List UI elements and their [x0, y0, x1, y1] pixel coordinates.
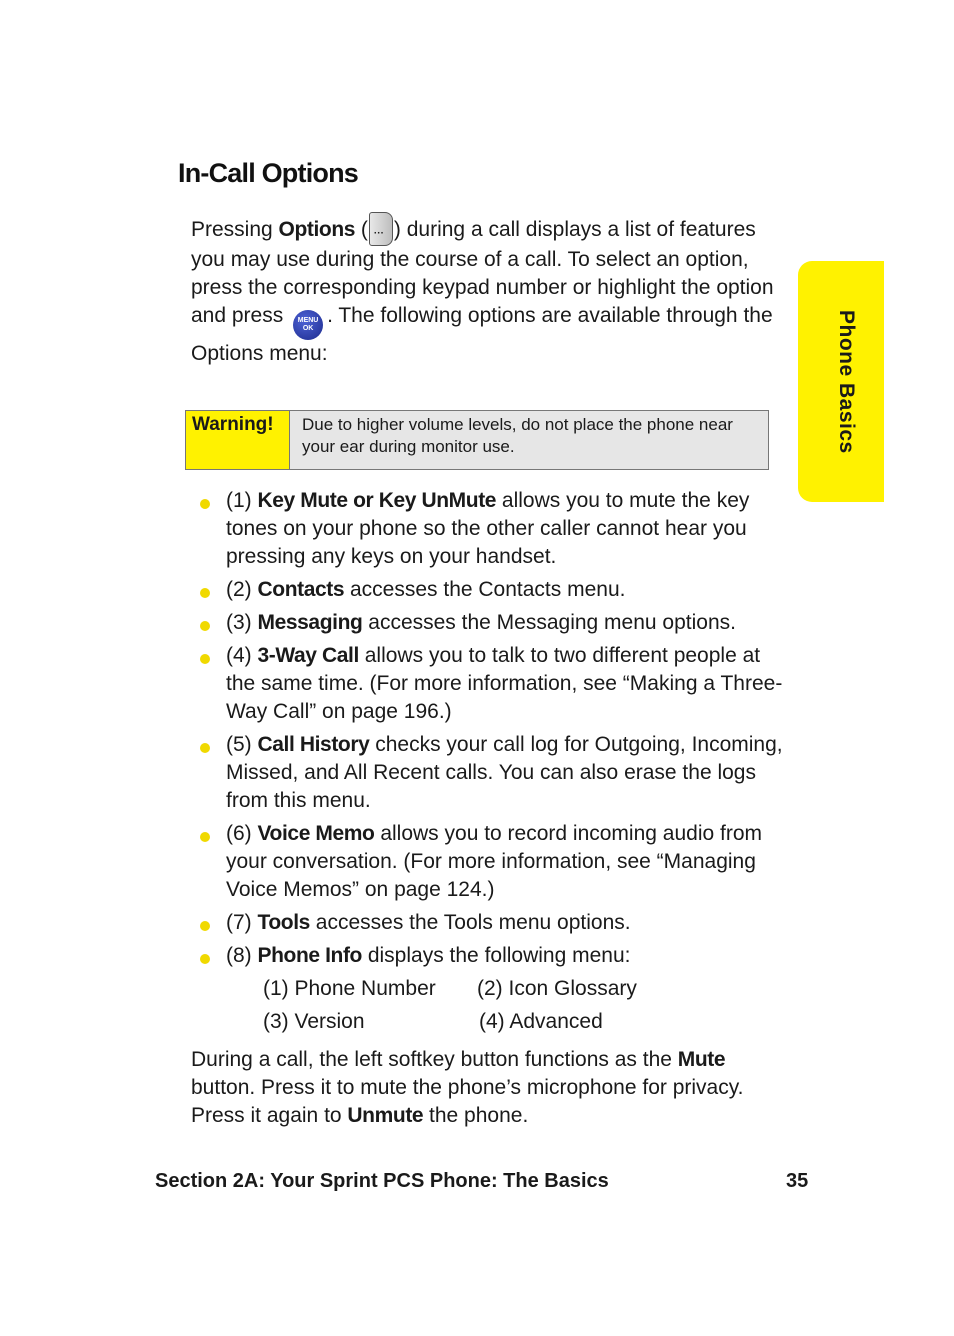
- bullet-icon: [200, 654, 210, 664]
- phone-info-item: (2) Icon Glossary: [477, 977, 637, 1000]
- warning-box: [185, 410, 769, 470]
- bullet-icon: [200, 954, 210, 964]
- bullet-icon: [200, 588, 210, 598]
- list-item: (4) 3-Way Call allows you to talk to two different people at the same time. (For more information, see “Making a Three-Way Call” on page 196.): [200, 642, 790, 726]
- list-item: (1) Key Mute or Key UnMute allows you to mute the key tones on your phone so the other caller cannot hear you pressing any keys on your handset.: [200, 487, 790, 571]
- bullet-icon: [200, 743, 210, 753]
- phone-info-item: (4) Advanced: [479, 1010, 603, 1033]
- menu-ok-key-icon: MENU OK: [293, 310, 323, 340]
- options-list: [200, 487, 790, 975]
- footer-section-title: Section 2A: Your Sprint PCS Phone: The Basics: [155, 1170, 609, 1192]
- bullet-icon: [200, 621, 210, 631]
- list-item: (6) Voice Memo allows you to record incoming audio from your conversation. (For more information, see “Managing Voice Memos” on page 124.): [200, 820, 790, 904]
- list-item: (3) Messaging accesses the Messaging menu options.: [200, 609, 790, 637]
- closing-paragraph: During a call, the left softkey button functions as the Mute button. Press it to mute the phone’s microphone for privacy. Press it again to Unmute the phone.: [191, 1048, 744, 1127]
- bullet-icon: [200, 832, 210, 842]
- list-item: (5) Call History checks your call log for Outgoing, Incoming, Missed, and All Recent calls. You can also erase the logs from this menu.: [200, 731, 790, 815]
- intro-paragraph: Pressing Options ( ··· ) during a call displays a list of features you may use during the course of a call. To select an option, press the corresponding keypad number or highlight the option and press MENU OK. The following options are available through the Options menu:: [191, 212, 781, 368]
- bullet-icon: [200, 499, 210, 509]
- warning-label: Warning!: [186, 411, 290, 469]
- softkey-icon: ···: [369, 212, 393, 246]
- list-item: (8) Phone Info displays the following menu:: [200, 942, 790, 970]
- phone-info-item: (3) Version: [263, 1010, 365, 1033]
- options-keyword: Options: [278, 218, 356, 241]
- phone-info-item: (1) Phone Number: [263, 977, 436, 1000]
- section-heading: In-Call Options: [178, 158, 358, 188]
- list-item: (7) Tools accesses the Tools menu options.: [200, 909, 790, 937]
- intro-text: Pressing: [191, 218, 279, 241]
- list-item: (2) Contacts accesses the Contacts menu.: [200, 576, 790, 604]
- side-tab-label: Phone Basics: [835, 310, 858, 454]
- warning-text: Due to higher volume levels, do not place the phone near your ear during monitor use.: [290, 411, 768, 469]
- intro-text: . The following options are available through the Options menu:: [191, 304, 773, 365]
- page-number: 35: [786, 1170, 809, 1192]
- bullet-icon: [200, 921, 210, 931]
- intro-text: ) during a call displays a list of features you may use during the course of a call. To select an option, press the corresponding keypad number or highlight the option and press: [191, 218, 774, 327]
